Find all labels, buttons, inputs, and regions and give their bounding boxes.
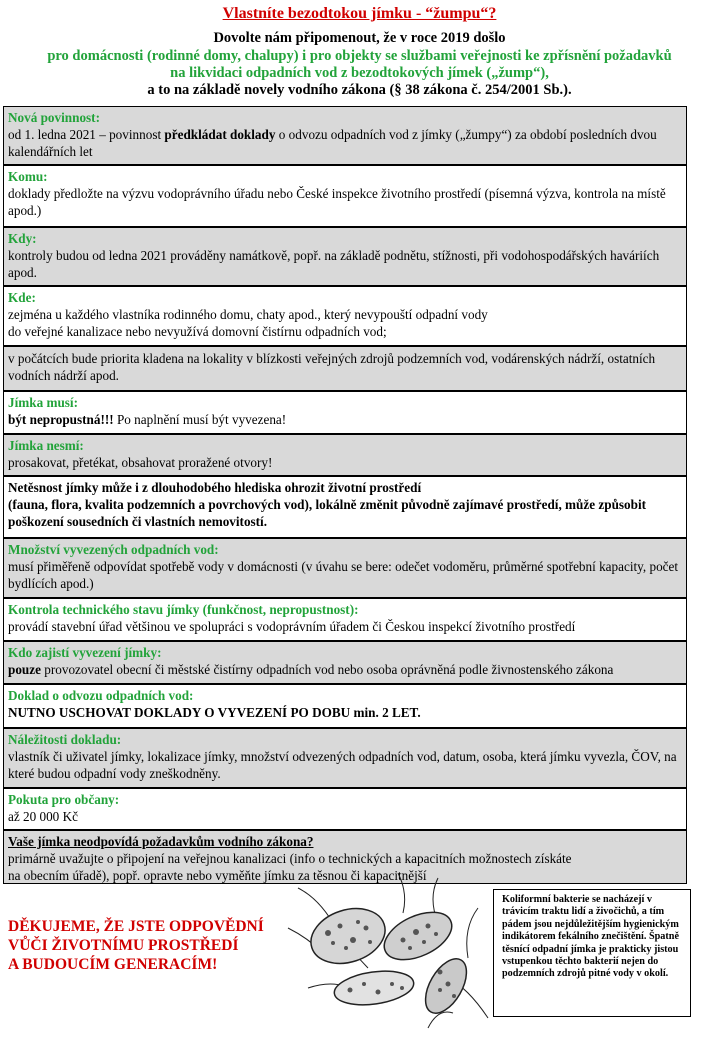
section-label: Kontrola technického stavu jímky (funkčnost, nepropustnost):: [8, 602, 359, 617]
section-text: kontroly budou od ledna 2021 prováděny namátkově, popř. na základě podnětu, stížnosti, při vodohospodářských haváriích apod.: [8, 248, 660, 280]
bacteria-illustration: [278, 868, 494, 1038]
bacterium-shape: [377, 903, 459, 970]
section-who: [3, 641, 687, 684]
thanks-line: DĚKUJEME, ŽE JSTE ODPOVĚDNÍ: [8, 918, 264, 935]
section-text: provozovatel obecní či městské čistírny odpadních vod nebo osoba oprávněná podle živnostenského zákona: [40, 662, 614, 677]
bacterium-shape: [417, 952, 475, 1020]
section-inspection: [3, 598, 687, 641]
thanks-line: A BUDOUCÍM GENERACÍM!: [8, 956, 218, 973]
thank-you-message: [8, 917, 278, 974]
section-text: zejména u každého vlastníka rodinného domu, chaty apod., který nevypouští odpadní vody: [8, 307, 488, 322]
section-label: Množství vyvezených odpadních vod:: [8, 542, 219, 557]
section-label: Kdo zajistí vyvezení jímky:: [8, 645, 162, 660]
section-where: [3, 286, 687, 346]
bacterium-shape: [304, 900, 392, 973]
coliform-note: Koliformní bakterie se nacházejí v trávicím traktu lidí a živočichů, a tím pádem jsou nejdůležitějším hygienickým indikátorem fekálního znečištění. Špatně těsnící odpadní jímka je prakticky jistou vstupenkou těchto bakterií nejen do podzemních zdrojů pitné vody v okolí.: [493, 889, 691, 1017]
section-tank-must: [3, 391, 687, 434]
section-text: až 20 000 Kč: [8, 809, 78, 824]
page-title: Vlastníte bezodtokou jímku - “žumpu“?: [222, 5, 497, 22]
section-text: od 1. ledna 2021 – povinnost: [8, 127, 165, 142]
section-text-bold: předkládat doklady: [164, 127, 276, 142]
thanks-line: VŮČI ŽIVOTNÍMU PROSTŘEDÍ: [8, 937, 239, 954]
section-text: prosakovat, přetékat, obsahovat proražené otvory!: [8, 455, 273, 470]
section-receipt: [3, 684, 687, 728]
section-leak-warning: [3, 476, 687, 538]
section-volume: [3, 538, 687, 598]
section-text: provádí stavební úřad většinou ve spolupráci s vodoprávním úřadem či Českou inspekcí životního prostředí: [8, 619, 576, 634]
section-when: [3, 227, 687, 286]
section-label: Doklad o odvozu odpadních vod:: [8, 688, 194, 703]
section-label: Jímka musí:: [8, 395, 78, 410]
section-tank-must-not: [3, 434, 687, 476]
intro-line-2: pro domácnosti (rodinné domy, chalupy) i pro objekty se službami veřejnosti ke zpřísnění požadavků: [47, 48, 672, 64]
section-label: Náležitosti dokladu:: [8, 732, 122, 747]
section-text: Netěsnost jímky může i z dlouhodobého hlediska ohrozit životní prostředí: [8, 480, 422, 495]
section-label: Kdy:: [8, 231, 37, 246]
section-text: Po naplnění musí být vyvezena!: [113, 412, 287, 427]
section-label: Nová povinnost:: [8, 110, 100, 125]
section-text: musí přiměřeně odpovídat spotřebě vody v domácnosti (v úvahu se bere: odečet vodoměru, průměrné spotřební kapacity, počet bydlících apod.): [8, 559, 679, 591]
section-new-obligation: [3, 106, 687, 165]
section-text-bold: NUTNO USCHOVAT DOKLADY O VYVEZENÍ PO DOBU min. 2 LET.: [8, 705, 421, 720]
section-text: doklady předložte na výzvu vodoprávního úřadu nebo České inspekce životního prostředí (písemná výzva, kontrola na místě apod.): [8, 186, 666, 218]
bacterium-shape: [332, 967, 416, 1010]
section-label: Pokuta pro občany:: [8, 792, 120, 807]
section-text: na obecním úřadě), popř. opravte nebo vyměňte jímku za těsnou či kapacitnější: [8, 868, 427, 883]
section-text: do veřejné kanalizace nebo nevyužívá domovní čistírnu odpadních vod;: [8, 324, 387, 339]
section-text: (fauna, flora, kvalita podzemních a povrchových vod), lokálně změnit původně zajímavé prostředí, může způsobit poškození sousedních či vlastních nemovitostí.: [8, 497, 647, 529]
section-text: primárně uvažujte o připojení na veřejnou kanalizaci (info o technických a kapacitních možnostech získáte: [8, 851, 572, 866]
intro-line-4: a to na základě novely vodního zákona (§ 38 zákona č. 254/2001 Sb.).: [147, 82, 572, 98]
section-priority: [3, 346, 687, 391]
section-to-whom: [3, 165, 687, 227]
section-text: v počátcích bude priorita kladena na lokality v blízkosti veřejných zdrojů podzemních vod, vodárenských nádrží, ostatních vodních nádrží apod.: [8, 351, 656, 383]
intro-line-1: Dovolte nám připomenout, že v roce 2019 došlo: [213, 30, 506, 46]
section-label: Kde:: [8, 290, 36, 305]
section-fine: [3, 788, 687, 830]
intro-line-3: na likvidaci odpadních vod z bezodtokových jímek („žump“),: [170, 65, 549, 81]
section-text: o odvozu odpadních vod z jímky („žumpy“) za období posledních dvou kalendářních let: [8, 127, 657, 159]
section-receipt-details: [3, 728, 687, 788]
section-text-bold: být nepropustná!!!: [8, 412, 114, 427]
section-text-bold: pouze: [8, 662, 41, 677]
section-text: vlastník či uživatel jímky, lokalizace jímky, množství odvezených odpadních vod, datum, osoba, která jímku vyvezla, ČOV, na které budou odpadní vody zneškodněny.: [8, 749, 677, 781]
section-label: Jímka nesmí:: [8, 438, 84, 453]
section-label: Vaše jímka neodpovídá požadavkům vodního zákona?: [8, 834, 314, 849]
section-label: Komu:: [8, 169, 48, 184]
